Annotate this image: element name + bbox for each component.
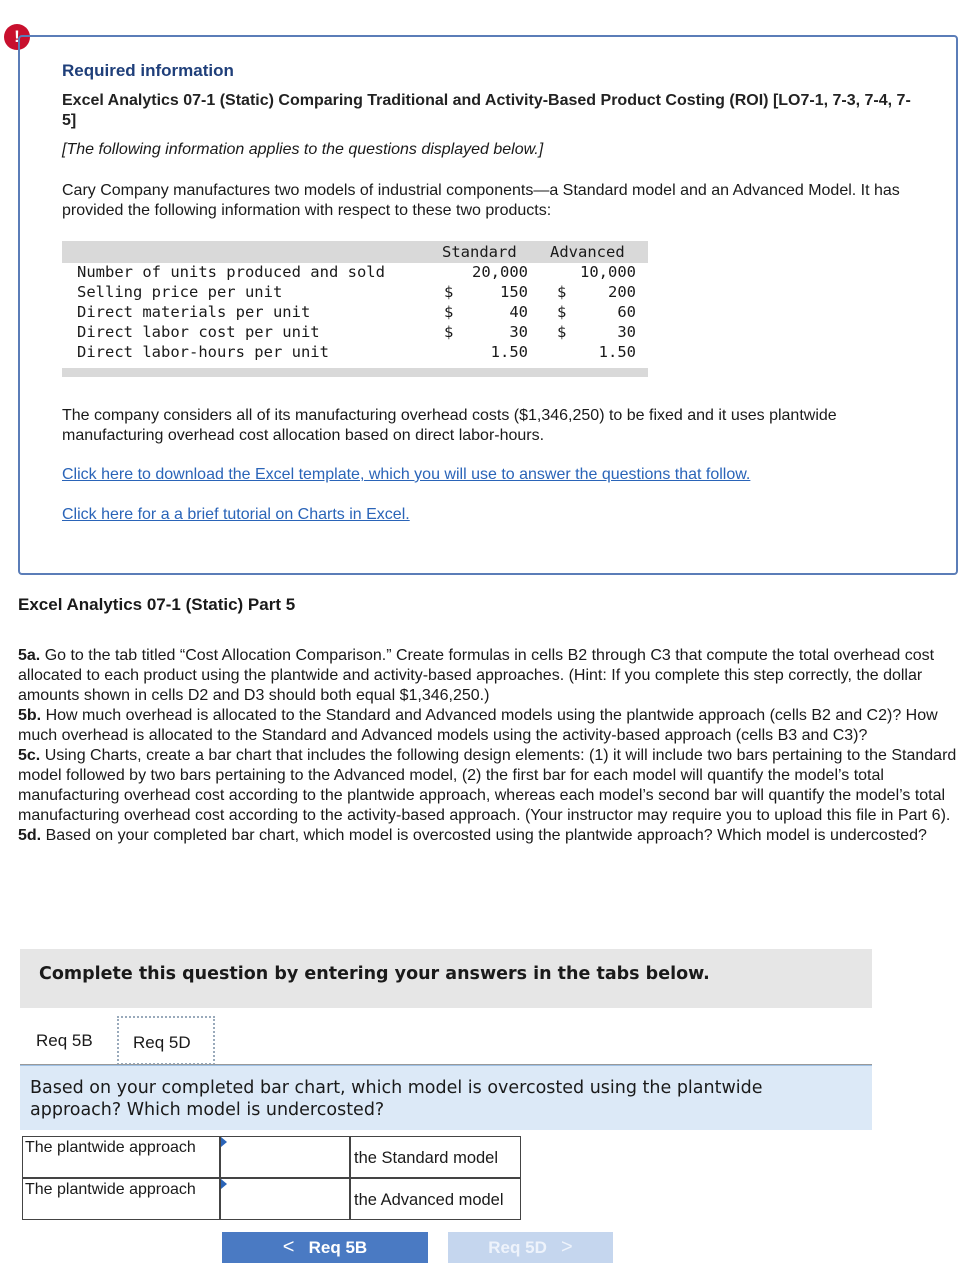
required-info-heading: Required information (62, 61, 234, 80)
question-text: Based on your completed bar chart, which model is overcosted using the plantwide approach? Which model is undercosted? (30, 1078, 763, 1120)
charts-tutorial-link[interactable]: Click here for a a brief tutorial on Charts in Excel. (62, 506, 410, 523)
instruction-text: Go to the tab titled “Cost Allocation Comparison.” Create formulas in cells B2 through C3 that compute the total overhead cost allocated to each product using the plantwide and activity-based approaches. (Hint: If you complete this step correctly, the dollar amounts shown in cells D2 and D3 should both equal $1,346,250.) (18, 647, 935, 704)
advanced-value: 60 (617, 303, 636, 321)
prev-req-label: Req 5B (308, 1238, 368, 1257)
standard-currency: $ (444, 283, 454, 301)
download-template-link[interactable]: Click here to download the Excel template, which you will use to answer the questions that follow. (62, 466, 751, 483)
next-req-button[interactable] (448, 1232, 613, 1263)
row-label: Direct labor cost per unit (77, 323, 320, 341)
instruction-5a (18, 646, 963, 706)
applies-note: [The following information applies to the questions displayed below.] (62, 141, 544, 158)
row-label: Number of units produced and sold (77, 263, 385, 281)
instruction-tag: 5b. (18, 707, 42, 724)
alert-icon: ! (4, 24, 30, 50)
advanced-currency: $ (557, 283, 567, 301)
answer-value: the Advanced model (350, 1178, 521, 1220)
intro-text: Cary Company manufactures two models of industrial components—a Standard model and an Advanced Model. It has provided the following information with respect to these two products: (62, 182, 900, 219)
complete-prompt: Complete this question by entering your answers in the tabs below. (39, 964, 710, 984)
prev-req-button[interactable] (222, 1232, 428, 1263)
advanced-currency: $ (557, 323, 567, 341)
advanced-value: 1.50 (598, 343, 636, 361)
standard-value: 150 (500, 283, 528, 301)
answer-label: The plantwide approach (22, 1178, 220, 1220)
part-title: Excel Analytics 07-1 (Static) Part 5 (18, 595, 296, 614)
instruction-tag: 5c. (18, 747, 41, 764)
overhead-description: The company considers all of its manufacturing overhead costs ($1,346,250) to be fixed and it uses plantwide manufacturing overhead cost allocation based on direct labor-hours. (62, 407, 837, 444)
col-header-advanced: Advanced (550, 243, 625, 261)
tab-req-5b[interactable]: Req 5B (22, 1016, 118, 1065)
answer-input[interactable] (220, 1136, 350, 1178)
standard-currency: $ (444, 303, 454, 321)
instruction-tag: 5a. (18, 647, 41, 664)
row-label: Direct materials per unit (77, 303, 311, 321)
answer-input[interactable] (220, 1178, 350, 1220)
standard-value: 20,000 (472, 263, 528, 281)
advanced-value: 200 (608, 283, 636, 301)
advanced-value: 30 (617, 323, 636, 341)
dropdown-marker-icon (221, 1137, 227, 1147)
standard-value: 1.50 (490, 343, 528, 361)
advanced-currency: $ (557, 303, 567, 321)
standard-value: 40 (509, 303, 528, 321)
dropdown-marker-icon (221, 1179, 227, 1189)
instruction-tag: 5d. (18, 827, 42, 844)
row-label: Direct labor-hours per unit (77, 343, 329, 361)
instruction-5c (18, 746, 963, 826)
instructions (18, 646, 963, 846)
tab-req-5d[interactable]: Req 5D (117, 1016, 215, 1065)
col-header-standard: Standard (442, 243, 517, 261)
instruction-text: Based on your completed bar chart, which model is overcosted using the plantwide approach? Which model is undercosted? (41, 827, 927, 844)
product-data-table (62, 241, 648, 377)
instruction-5b (18, 706, 963, 746)
answer-label: The plantwide approach (22, 1136, 220, 1178)
instruction-text: Using Charts, create a bar chart that includes the following design elements: (1) it will include two bars pertaining to the Standard model followed by two bars pertaining to the Advanced model, (2) the first bar for each model will quantify the model’s total manufacturing overhead cost according to the plantwide approach, whereas each model’s second bar will quantify the model’s total manufacturing overhead cost according to the activity-based approach. (Your instructor may require you to upload this file in Part 6). (18, 747, 957, 824)
standard-currency: $ (444, 323, 454, 341)
instruction-5d (18, 826, 963, 846)
exercise-title: Excel Analytics 07-1 (Static) Comparing Traditional and Activity-Based Product Costing (ROI) [LO7-1, 7-3, 7-4, 7-5] (62, 92, 911, 129)
row-label: Selling price per unit (77, 283, 283, 301)
instruction-text: How much overhead is allocated to the Standard and Advanced models using the plantwide approach (cells B2 and C2)? How much overhead is allocated to the Standard and Advanced models using the activity-based approach (cells B3 and C3)? (18, 707, 938, 744)
standard-value: 30 (509, 323, 528, 341)
complete-question-banner (20, 949, 872, 1008)
table-footer-shade (62, 368, 648, 377)
chevron-left-icon: < (282, 1236, 295, 1258)
answer-value: the Standard model (350, 1136, 521, 1178)
advanced-value: 10,000 (580, 263, 636, 281)
chevron-right-icon: > (561, 1236, 573, 1258)
question-panel (20, 1065, 872, 1130)
next-req-label: Req 5D (488, 1238, 547, 1257)
